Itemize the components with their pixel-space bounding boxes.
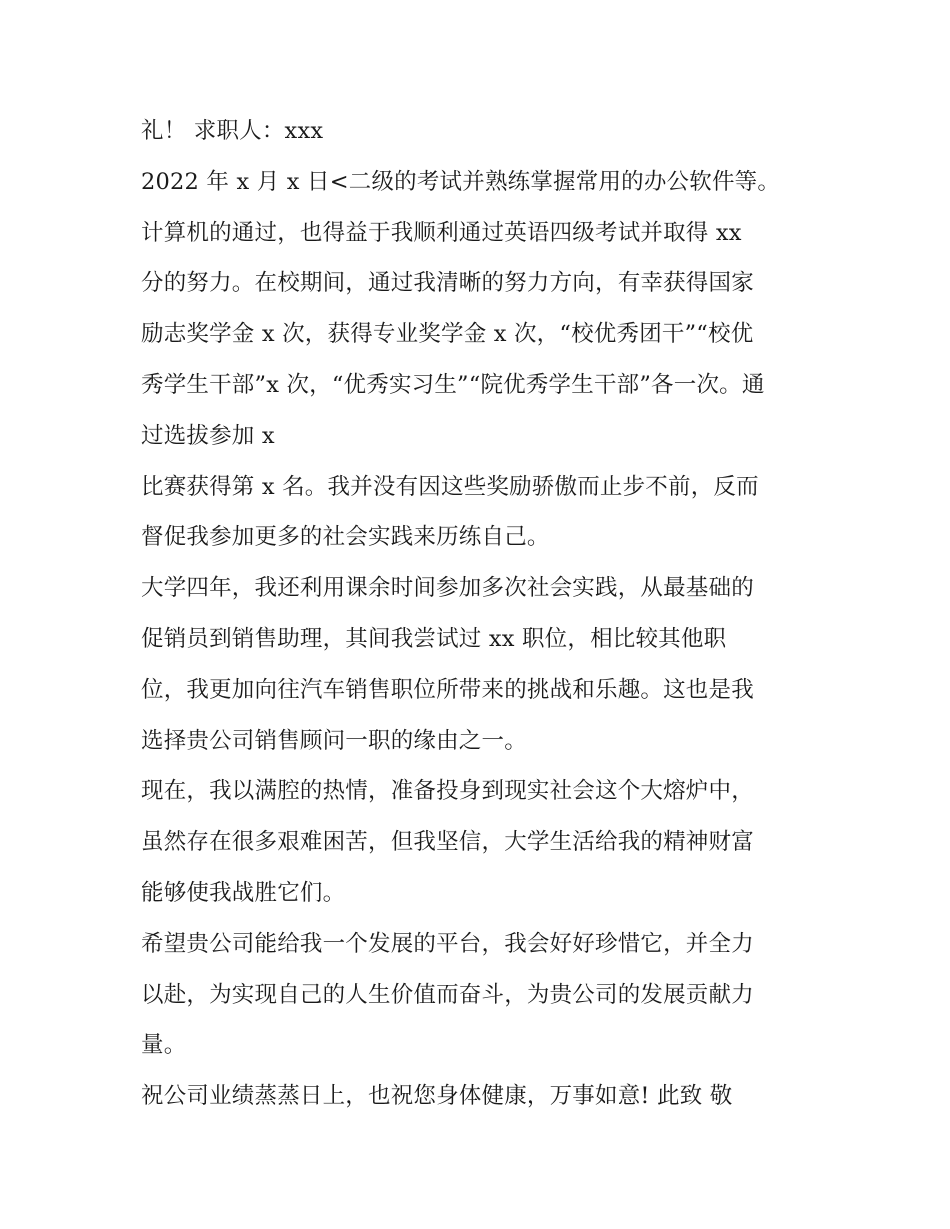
text-line: 礼！ 求职人：xxx — [141, 118, 324, 144]
text-line: 过选拔参加 x — [141, 422, 275, 449]
letter-body — [141, 112, 831, 1128]
text-line: 比赛获得第 x 名。我并没有因这些奖励骄傲而止步不前，反而 — [141, 473, 759, 500]
text-line: 能够使我战胜它们。 — [141, 879, 346, 906]
text-line: 现在，我以满腔的热情，准备投身到现实社会这个大熔炉中， — [141, 778, 754, 805]
text-line: 督促我参加更多的社会实践来历练自己。 — [141, 524, 550, 551]
text-line: 促销员到销售助理，其间我尝试过 xx 职位，相比较其他职 — [141, 625, 727, 652]
text-line: 励志奖学金 x 次，获得专业奖学金 x 次，“校优秀团干”“校优 — [141, 321, 754, 348]
text-line: 量。 — [141, 1032, 187, 1059]
text-line: 分的努力。在校期间，通过我清晰的努力方向，有幸获得国家 — [141, 270, 754, 297]
text-line: 希望贵公司能给我一个发展的平台，我会好好珍惜它，并全力 — [141, 930, 754, 957]
text-line: 虽然存在很多艰难困苦，但我坚信，大学生活给我的精神财富 — [141, 829, 754, 856]
text-line: 位，我更加向往汽车销售职位所带来的挑战和乐趣。这也是我 — [141, 676, 754, 703]
text-line: 大学四年，我还利用课余时间参加多次社会实践，从最基础的 — [141, 575, 754, 602]
text-line: 秀学生干部”x 次，“优秀实习生”“院优秀学生干部”各一次。通 — [141, 371, 765, 398]
text-line: 以赴，为实现自己的人生价值而奋斗，为贵公司的发展贡献力 — [141, 981, 754, 1008]
text-line: 选择贵公司销售顾问一职的缘由之一。 — [141, 727, 527, 754]
text-line: 计算机的通过，也得益于我顺利通过英语四级考试并取得 xx — [141, 219, 742, 246]
text-line: 祝公司业绩蒸蒸日上，也祝您身体健康，万事如意! 此致 敬 — [141, 1083, 733, 1110]
text-line: 2022 年 x 月 x 日<二级的考试并熟练掌握常用的办公软件等。 — [141, 168, 781, 195]
